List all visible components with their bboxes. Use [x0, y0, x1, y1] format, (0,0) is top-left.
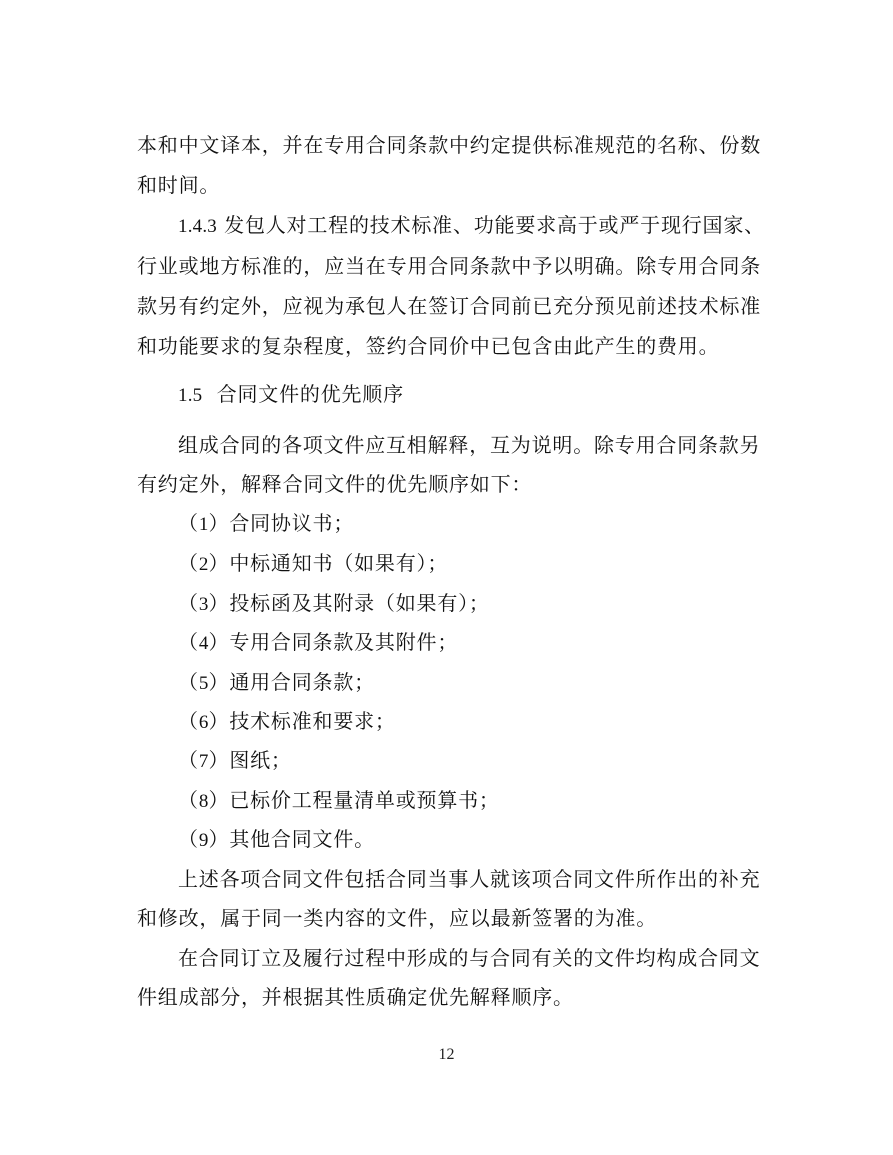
section-number: 1.5 [178, 385, 203, 406]
text-run: 组成合同的各项文件应互相解释，互为说明。除专用合同条款另 [178, 433, 761, 457]
list-number: 2 [198, 554, 209, 575]
list-item [0, 509, 893, 539]
paragraph-line [0, 983, 893, 1011]
heading-gap [202, 382, 216, 406]
paren-close: ） [208, 788, 230, 812]
paren-open: （ [178, 591, 199, 615]
paragraph-line [0, 171, 893, 199]
paragraph-line [0, 470, 893, 498]
list-number: 9 [198, 830, 209, 851]
paren-open: （ [178, 748, 199, 772]
text-run: 和功能要求的复杂程度，签约合同价中已包含由此产生的费用。 [137, 334, 720, 358]
list-text: 投标函及其附录（如果有）； [229, 591, 490, 615]
section-heading [0, 380, 893, 410]
paren-open: （ [178, 709, 199, 733]
paren-close: ） [208, 709, 230, 733]
text-run: 本和中文译本，并在专用合同条款中约定提供标准规范的名称、份数 [137, 133, 761, 157]
paren-open: （ [178, 827, 199, 851]
list-number: 1 [198, 514, 209, 535]
paren-close: ） [208, 630, 230, 654]
paragraph-line [0, 904, 893, 932]
list-item [0, 825, 893, 855]
list-number: 8 [198, 791, 209, 812]
paragraph-line [0, 292, 893, 320]
clause-1-4-3-line [0, 211, 893, 241]
list-number: 6 [198, 712, 209, 733]
text-run: 和时间。 [137, 173, 221, 197]
section-title: 合同文件的优先顺序 [216, 382, 404, 406]
paren-open: （ [178, 630, 199, 654]
text-run: 在合同订立及履行过程中形成的与合同有关的文件均构成合同文 [178, 946, 761, 970]
list-text: 技术标准和要求； [229, 709, 396, 733]
text-run: 款另有约定外，应视为承包人在签订合同前已充分预见前述技术标准 [137, 294, 761, 318]
list-item [0, 786, 893, 816]
text-run: 和修改，属于同一类内容的文件，应以最新签署的为准。 [137, 906, 657, 930]
list-text: 已标价工程量清单或预算书； [229, 788, 500, 812]
paragraph-line [0, 431, 893, 459]
paren-open: （ [178, 670, 199, 694]
list-item [0, 589, 893, 619]
paren-close: ） [208, 591, 230, 615]
list-number: 7 [198, 751, 209, 772]
text-run: 有约定外，解释合同文件的优先顺序如下： [137, 472, 533, 496]
list-item [0, 628, 893, 658]
list-number: 4 [198, 633, 209, 654]
paragraph-line [0, 944, 893, 972]
list-item [0, 549, 893, 579]
list-text: 其他合同文件。 [229, 827, 375, 851]
paragraph-line [0, 131, 893, 159]
list-number: 5 [198, 673, 209, 694]
clause-number: 1.4.3 [178, 216, 217, 237]
paren-close: ） [208, 511, 230, 535]
list-text: 专用合同条款及其附件； [229, 630, 459, 654]
text-run: 发包人对工程的技术标准、功能要求高于或严于现行国家、 [217, 213, 765, 237]
list-item [0, 707, 893, 737]
list-text: 合同协议书； [229, 511, 355, 535]
paren-close: ） [208, 748, 230, 772]
text-run: 行业或地方标准的，应当在专用合同条款中予以明确。除专用合同条 [137, 254, 761, 278]
list-item [0, 668, 893, 698]
paren-close: ） [208, 670, 230, 694]
paragraph-line [0, 865, 893, 893]
text-run: 上述各项合同文件包括合同当事人就该项合同文件所作出的补充 [178, 867, 761, 891]
list-item [0, 746, 893, 776]
paragraph-line [0, 252, 893, 280]
paren-open: （ [178, 788, 199, 812]
list-text: 中标通知书（如果有）； [229, 551, 449, 575]
page-number: 12 [438, 1046, 455, 1063]
paren-open: （ [178, 551, 199, 575]
list-number: 3 [198, 594, 209, 615]
paren-close: ） [208, 827, 230, 851]
paragraph-line [0, 332, 893, 360]
list-text: 通用合同条款； [229, 670, 375, 694]
paren-open: （ [178, 511, 199, 535]
list-text: 图纸； [229, 748, 292, 772]
text-run: 件组成部分，并根据其性质确定优先解释顺序。 [137, 985, 574, 1009]
paren-close: ） [208, 551, 230, 575]
